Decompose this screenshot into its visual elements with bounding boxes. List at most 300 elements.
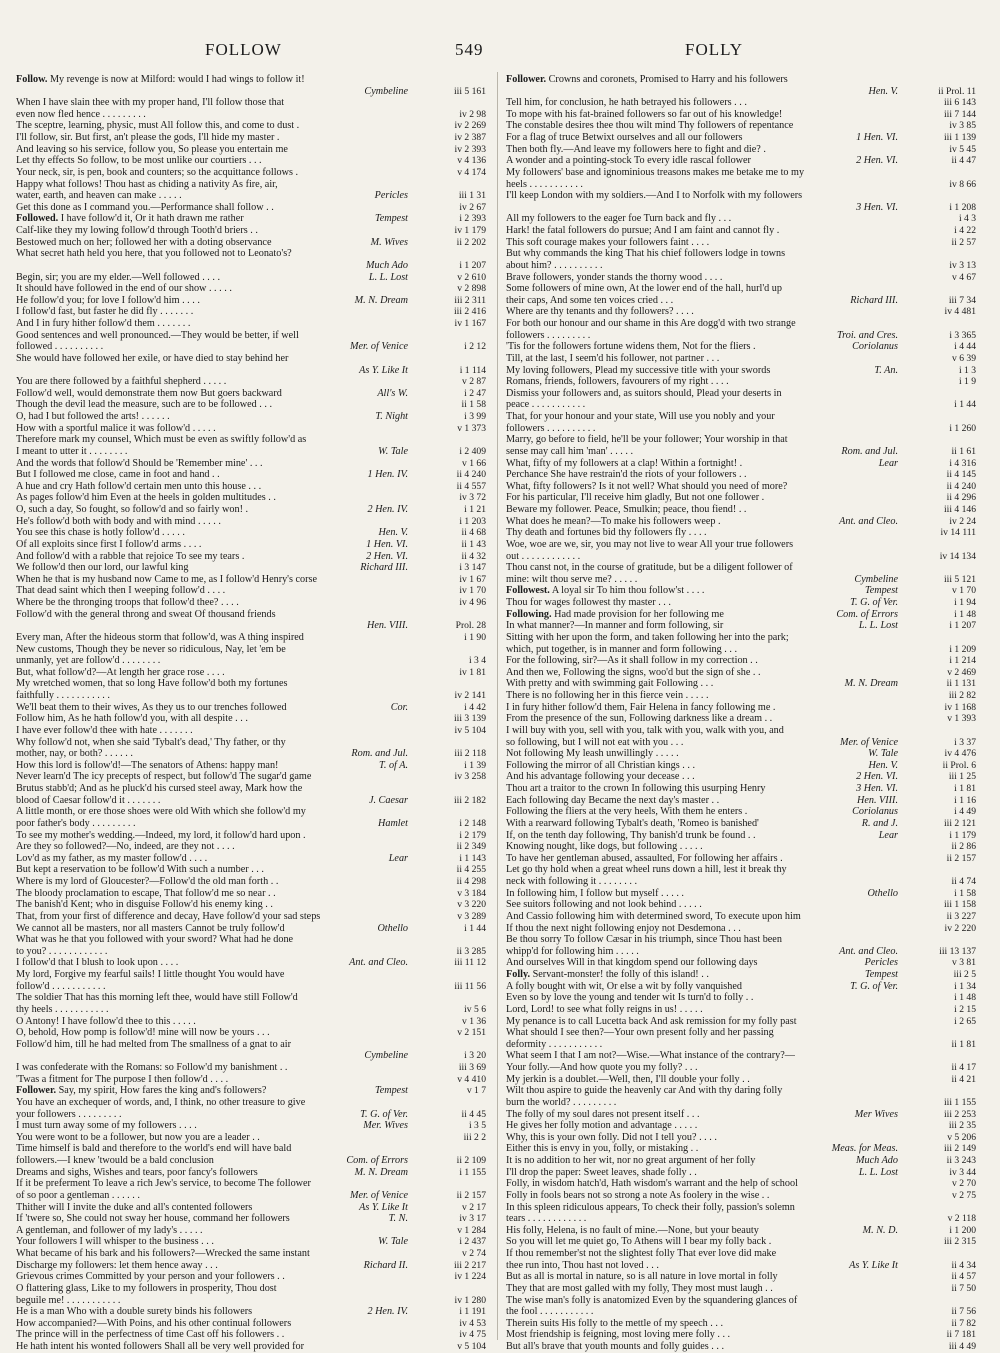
line-reference: ii 2 157	[456, 1189, 486, 1201]
concordance-entry	[16, 97, 486, 109]
line-reference: ii 4 255	[456, 864, 486, 876]
concordance-entry	[16, 934, 486, 946]
entry-text	[16, 725, 193, 736]
play-title: 1 Hen. IV.	[363, 469, 408, 481]
concordance-entry	[16, 492, 486, 504]
quotation: And I in fury hither follow'd them . . . . . . .	[16, 318, 191, 330]
concordance-entry	[506, 376, 976, 388]
entry-text	[506, 1295, 797, 1306]
entry-text	[16, 760, 278, 771]
quotation: Following the mirror of all Christian kings . . .	[506, 759, 696, 771]
concordance-entry	[506, 1109, 976, 1121]
concordance-entry	[506, 1318, 976, 1330]
concordance-entry	[16, 981, 486, 993]
entry-text	[506, 655, 758, 666]
quotation: All my followers to the eager foe Turn back and fly . . .	[506, 213, 732, 225]
entry-text	[16, 1109, 122, 1120]
line-reference: v 1 284	[457, 1224, 486, 1236]
entry-text	[16, 1225, 203, 1236]
quotation: Every man, After the hideous storm that follow'd, was A thing inspired	[16, 631, 304, 643]
quotation: Good sentences and well pronounced.—They would be better, if well	[16, 329, 299, 341]
entry-text	[16, 1295, 120, 1306]
line-reference: i 4 49	[954, 806, 976, 818]
line-reference: i 4 42	[464, 701, 486, 713]
concordance-entry	[16, 725, 486, 737]
entry-text	[506, 876, 637, 887]
entry-text	[506, 737, 683, 748]
concordance-entry	[506, 97, 976, 109]
play-title: 1 Hen. VI.	[852, 132, 898, 144]
entry-text	[506, 562, 793, 573]
concordance-entry	[16, 365, 486, 377]
entry-text	[506, 179, 583, 190]
play-title: Ant. and Cleo.	[345, 957, 408, 969]
line-reference: iv 4 75	[459, 1329, 486, 1341]
line-reference: ii 4 32	[461, 550, 486, 562]
concordance-entry	[506, 1178, 976, 1190]
quotation: Happy what follows! Thou hast as chiding a nativity As fire, air,	[16, 178, 278, 190]
concordance-entry	[16, 516, 486, 528]
concordance-entry	[506, 574, 976, 586]
play-title: Lear	[875, 830, 898, 842]
concordance-entry	[506, 632, 976, 644]
quotation: Thy death and fortunes bid thy followers fly . . . .	[506, 527, 707, 539]
line-reference: iv 3 258	[454, 771, 486, 783]
play-title: M. N. D.	[859, 1225, 898, 1237]
line-reference: ii 7 56	[951, 1306, 976, 1318]
quotation: Say, my spirit, How fares the king and's followers?	[56, 1085, 267, 1097]
quotation: Some followers of mine own, At the lower end of the hall, hurl'd up	[506, 283, 782, 295]
quotation: My loving followers, Plead my successive title with your swords	[506, 364, 771, 376]
concordance-entry	[506, 120, 976, 132]
quotation: For a flag of truce Betwixt ourselves and all our followers	[506, 132, 743, 144]
line-reference: iii 6 143	[944, 97, 976, 109]
concordance-entry	[506, 458, 976, 470]
concordance-entry	[16, 551, 486, 563]
quotation: faithfully . . . . . . . . . . .	[16, 690, 110, 702]
entry-text	[16, 667, 225, 678]
play-title: Richard III.	[846, 295, 898, 307]
concordance-entry	[16, 1248, 486, 1260]
concordance-entry	[506, 144, 976, 156]
quotation: Though the devil lead the measure, such are to be followed . . .	[16, 399, 273, 411]
line-reference: ii 4 17	[951, 1062, 976, 1074]
concordance-entry	[506, 1329, 976, 1341]
entry-text	[16, 609, 276, 620]
quotation: Be thou sorry To follow Cæsar in his triumph, since Thou hast been	[506, 934, 782, 946]
line-reference: ii 1 131	[946, 678, 976, 690]
concordance-entry	[16, 1085, 486, 1097]
concordance-entry	[506, 888, 976, 900]
quotation: From the presence of the sun, Following darkness like a dream . .	[506, 713, 773, 725]
concordance-entry	[506, 690, 976, 702]
quotation: In this spleen ridiculous appears, To check their folly, passion's solemn	[506, 1201, 795, 1213]
entry-text	[506, 1178, 798, 1189]
entry-text	[506, 1271, 778, 1282]
concordance-entry	[16, 388, 486, 400]
line-reference: i 3 147	[459, 562, 486, 574]
play-title: L. L. Lost	[855, 620, 898, 632]
entry-text	[16, 957, 178, 968]
quotation: If it be preferment To leave a rich Jew's service, to become The follower	[16, 1178, 311, 1190]
concordance-entry	[16, 260, 486, 272]
line-reference: i 1 9	[958, 376, 976, 388]
quotation: I follow'd that I blush to look upon . . . .	[16, 957, 179, 969]
quotation: Brave followers, yonder stands the thorny wood . . . .	[506, 271, 723, 283]
play-title: Rom. and Jul.	[837, 446, 898, 458]
entry-text	[506, 481, 787, 492]
line-reference: iv 3 85	[949, 120, 976, 132]
quotation: follow'd . . . . . . . . . . .	[16, 980, 106, 992]
quotation: O Antony! I have follow'd thee to this . . . . .	[16, 1015, 196, 1027]
quotation: Your neck, sir, is pen, book and counters; so the acquittance follows .	[16, 166, 299, 178]
quotation: Where be the thronging troops that follow'd thee? . . . .	[16, 597, 239, 609]
quotation: O, behold, How pomp is follow'd! mine will now be yours . . .	[16, 1027, 270, 1039]
concordance-entry	[16, 1283, 486, 1295]
concordance-entry	[16, 853, 486, 865]
entry-text	[16, 1074, 228, 1085]
play-title: Com. of Errors	[342, 1155, 408, 1167]
quotation: Your folly.—And how quote you my folly? . . .	[506, 1062, 698, 1074]
concordance-entry	[16, 1109, 486, 1121]
line-reference: i 4 3	[958, 213, 976, 225]
quotation: His folly, Helena, is no fault of mine.—None, but your beauty	[506, 1224, 759, 1236]
concordance-entry	[16, 318, 486, 330]
concordance-entry	[506, 365, 976, 377]
quotation: New customs, Though they be never so ridiculous, Nay, let 'em be	[16, 643, 286, 655]
entry-text	[16, 864, 264, 875]
quotation: A loyal sir To him thou follow'st . . . .	[549, 585, 705, 597]
quotation: If 'twere so, She could not sway her house, command her followers	[16, 1213, 290, 1225]
concordance-entry	[16, 213, 486, 225]
entry-text	[16, 237, 271, 248]
play-title: Hen. VIII.	[363, 620, 408, 632]
line-reference: i 3 4	[468, 655, 486, 667]
line-reference: iv 14 134	[939, 550, 976, 562]
concordance-entry	[506, 155, 976, 167]
quotation: your followers . . . . . . . . .	[16, 1108, 122, 1120]
concordance-entry	[16, 1202, 486, 1214]
line-reference: ii 4 68	[461, 527, 486, 539]
concordance-entry	[506, 992, 976, 1004]
quotation: Marry, go before to field, he'll be your follower; Your worship in that	[506, 434, 788, 446]
quotation: You have an exchequer of words, and, I think, no other treasure to give	[16, 1096, 306, 1108]
concordance-entry	[16, 1318, 486, 1330]
entry-text	[506, 260, 603, 271]
entry-text	[16, 655, 160, 666]
quotation: I'll keep London with my soldiers.—And I to Norfolk with my followers	[506, 190, 803, 202]
quotation: deformity . . . . . . . . . . .	[506, 1038, 603, 1050]
entry-text	[16, 737, 286, 748]
concordance-entry	[16, 946, 486, 958]
entry-text	[506, 702, 775, 713]
line-reference: ii 4 296	[946, 492, 976, 504]
entry-text	[16, 969, 284, 980]
concordance-entry	[506, 1260, 976, 1272]
line-reference: iv 2 24	[949, 515, 976, 527]
quotation: their caps, And some ten voices cried . . .	[506, 294, 674, 306]
line-reference: v 2 118	[947, 1213, 976, 1225]
play-title: Lear	[385, 853, 408, 865]
concordance-entry	[506, 1341, 976, 1353]
line-reference: ii 7 82	[951, 1317, 976, 1329]
quotation: What should I see then?—Your own present folly and her passing	[506, 1027, 774, 1039]
entry-text	[506, 853, 783, 864]
entry-text	[16, 179, 278, 190]
concordance-entry	[16, 841, 486, 853]
entry-text	[16, 888, 276, 899]
play-title: Cymbeline	[360, 86, 408, 98]
concordance-entry	[506, 713, 976, 725]
entry-text	[506, 748, 679, 759]
entry-text	[506, 551, 580, 562]
quotation: Folly in fools bears not so strong a note As foolery in the wise . .	[506, 1189, 770, 1201]
line-reference: i 1 207	[459, 259, 486, 271]
play-title: T. G. of Ver.	[846, 597, 898, 609]
concordance-entry	[506, 1050, 976, 1062]
entry-text	[506, 1132, 717, 1143]
quotation: They that are most galled with my folly, They most must laugh . .	[506, 1282, 773, 1294]
entry-text	[506, 620, 723, 631]
entry-text	[506, 690, 709, 701]
concordance-entry	[506, 1085, 976, 1097]
concordance-entry	[506, 562, 976, 574]
concordance-entry	[506, 678, 976, 690]
play-title: Othello	[373, 923, 408, 935]
play-title: Mer. of Venice	[836, 737, 898, 749]
concordance-entry	[506, 1306, 976, 1318]
quotation: Therein suits His folly to the mettle of my speech . . .	[506, 1317, 724, 1329]
concordance-entry	[16, 783, 486, 795]
line-reference: ii 2 349	[456, 841, 486, 853]
concordance-entry	[16, 737, 486, 749]
entry-text	[16, 783, 302, 794]
entry-text	[506, 1074, 750, 1085]
entry-text	[16, 225, 258, 236]
play-title: T. of A.	[375, 760, 408, 772]
concordance-entry	[16, 504, 486, 516]
entry-text	[506, 644, 737, 655]
entry-text	[16, 341, 103, 352]
concordance-entry	[16, 341, 486, 353]
line-reference: iii 4 49	[948, 1341, 976, 1353]
quotation: A hue and cry Hath follow'd certain men unto this house . . .	[16, 480, 262, 492]
quotation: What became of his bark and his followers?—Wrecked the same instant	[16, 1248, 310, 1260]
quotation: When he that is my husband now Came to me, as I follow'd Henry's corse	[16, 573, 318, 585]
play-title: T. G. of Ver.	[846, 981, 898, 993]
line-reference: iv 4 481	[944, 306, 976, 318]
entry-text	[16, 353, 288, 364]
concordance-entry	[16, 330, 486, 342]
line-reference: v 4 136	[457, 155, 486, 167]
page-number: 549	[455, 40, 484, 59]
concordance-entry	[16, 1341, 486, 1353]
quotation: But, what follow'd?—At length her grace rose . . . .	[16, 666, 225, 678]
play-title: Coriolanus	[848, 806, 898, 818]
headword: Folly.	[506, 969, 531, 981]
entry-text	[506, 109, 782, 120]
quotation: I follow'd fast, but faster he did fly . . . . . . .	[16, 306, 194, 318]
line-reference: iii 2 182	[454, 794, 486, 806]
line-reference: i 1 58	[954, 887, 976, 899]
quotation: He follow'd you; for love I follow'd him . . . .	[16, 294, 200, 306]
entry-text	[16, 492, 276, 503]
concordance-entry	[506, 830, 976, 842]
quotation: out . . . . . . . . . . . .	[506, 550, 581, 562]
play-title: 2 Hen. VI.	[362, 551, 408, 563]
entry-text	[506, 167, 804, 178]
quotation: As pages follow'd him Even at the heels in golden multitudes . .	[16, 492, 276, 504]
line-reference: ii 1 61	[951, 445, 976, 457]
quotation: What, fifty of my followers at a clap! Within a fortnight! .	[506, 457, 743, 469]
entry-text	[506, 504, 746, 515]
entry-text	[506, 97, 747, 108]
concordance-entry	[16, 155, 486, 167]
quotation: Wilt thou aspire to guide the heavenly car And with thy daring folly	[506, 1085, 783, 1097]
quotation: Till, at the last, I seem'd his follower, not partner . . .	[506, 352, 720, 364]
quotation: And ourselves Will in that kingdom spend our following days	[506, 957, 758, 969]
line-reference: v 2 151	[457, 1027, 486, 1039]
entry-text	[16, 876, 278, 887]
concordance-entry	[16, 1039, 486, 1051]
line-reference: ii Prol. 11	[938, 85, 976, 97]
concordance-entry	[16, 1155, 486, 1167]
quotation: Why follow'd not, when she said 'Tybalt's dead,' Thy father, or thy	[16, 736, 286, 748]
quotation: A gentleman, and follower of my lady's . . . . .	[16, 1224, 203, 1236]
entry-text	[506, 841, 703, 852]
line-reference: i 3 365	[949, 329, 976, 341]
play-title: Mer. Wives	[359, 1120, 408, 1132]
line-reference: iii 3 69	[458, 1062, 486, 1074]
entry-text	[16, 678, 287, 689]
play-title: M. N. Dream	[351, 295, 408, 307]
entry-text	[16, 516, 221, 527]
quotation: Woe, woe are we, sir, you may not live to wear All your true followers	[506, 538, 794, 550]
entry-text	[16, 504, 248, 515]
quotation: You see this chase is hotly follow'd . . . . .	[16, 527, 185, 539]
entry-text	[506, 981, 742, 992]
entry-text	[16, 911, 320, 922]
quotation: O, such a day, So fought, so follow'd and so fairly won! .	[16, 504, 249, 516]
concordance-entry	[506, 795, 976, 807]
quotation: And follow'd with a rabble that rejoice To see my tears .	[16, 550, 245, 562]
line-reference: i 1 179	[949, 829, 976, 841]
concordance-entry	[506, 667, 976, 679]
entry-text	[506, 411, 775, 422]
quotation: mine: wilt thou serve me? . . . . .	[506, 573, 638, 585]
concordance-entry	[506, 923, 976, 935]
line-reference: v 3 289	[457, 910, 486, 922]
entry-text	[506, 864, 787, 875]
quotation: sense may call him 'man' . . . . .	[506, 445, 634, 457]
quotation: O flattering glass, Like to my followers in prosperity, Thou dost	[16, 1282, 277, 1294]
line-reference: iii 1 25	[948, 771, 976, 783]
entry-text	[506, 1143, 698, 1154]
concordance-entry	[16, 667, 486, 679]
concordance-entry	[506, 539, 976, 551]
entry-text	[506, 1085, 782, 1096]
concordance-entry	[16, 446, 486, 458]
headword: Follow.	[16, 74, 48, 85]
quotation: Where are thy tenants and thy followers? . . . .	[506, 306, 694, 318]
play-title: Ant. and Cleo.	[835, 516, 898, 528]
entry-text	[506, 806, 747, 817]
play-title: 2 Hen. IV.	[363, 1306, 408, 1318]
entry-text	[506, 353, 719, 364]
quotation: If, on the tenth day following, Thy banish'd trunk be found . .	[506, 829, 756, 841]
entry-text	[506, 946, 639, 957]
entry-text	[506, 783, 765, 794]
quotation: to you? . . . . . . . . . . . .	[16, 945, 108, 957]
concordance-entry	[16, 923, 486, 935]
entry-text	[506, 818, 759, 829]
entry-text	[506, 911, 801, 922]
line-reference: iii 1 158	[944, 899, 976, 911]
concordance-entry	[506, 702, 976, 714]
entry-text	[506, 434, 788, 445]
entry-text	[506, 74, 788, 85]
line-reference: iii 11 56	[454, 980, 486, 992]
concordance-entry	[506, 737, 976, 749]
quotation: Perchance She have restrain'd the riots of your followers . .	[506, 469, 747, 481]
line-reference: iii 7 144	[944, 108, 976, 120]
entry-text	[506, 899, 702, 910]
quotation: Dreams and sighs, Wishes and tears, poor fancy's followers	[16, 1166, 258, 1178]
concordance-entry	[506, 818, 976, 830]
line-reference: ii 7 50	[951, 1282, 976, 1294]
entry-text	[16, 1120, 197, 1131]
concordance-entry	[16, 1213, 486, 1225]
entry-text	[16, 248, 292, 259]
entry-text	[506, 376, 729, 387]
headword: Followest.	[506, 585, 550, 597]
right-column	[506, 74, 976, 1353]
play-title: W. Tale	[374, 446, 408, 458]
quotation: Dismiss your followers and, as suitors should, Plead your deserts in	[506, 387, 782, 399]
play-title: Coriolanus	[848, 341, 898, 353]
quotation: Grievous crimes Committed by your person and your followers . .	[16, 1271, 285, 1283]
line-reference: iv 3 72	[459, 492, 486, 504]
quotation: Are they so followed?—No, indeed, are they not . . . .	[16, 841, 235, 853]
line-reference: i 1 191	[459, 1306, 486, 1318]
concordance-entry	[506, 783, 976, 795]
entry-text	[16, 1260, 218, 1271]
line-reference: i 3 20	[464, 1050, 486, 1062]
quotation: How accompanied?—With Poins, and his other continual followers	[16, 1317, 292, 1329]
entry-text	[16, 423, 216, 434]
line-reference: iv 5 45	[949, 143, 976, 155]
play-title: Richard II.	[360, 1260, 408, 1272]
concordance-entry	[506, 248, 976, 260]
concordance-entry	[506, 330, 976, 342]
entry-text	[506, 132, 743, 143]
quotation: A little month, or ere those shoes were old With which she follow'd my	[16, 806, 306, 818]
concordance-entry	[16, 562, 486, 574]
quotation: What was he that you followed with your sword? What had he done	[16, 934, 294, 946]
entry-text	[506, 248, 785, 259]
concordance-entry	[16, 702, 486, 714]
concordance-entry	[506, 1295, 976, 1307]
quotation: poor father's body . . . . . . . . .	[16, 817, 136, 829]
line-reference: ii 1 43	[461, 538, 486, 550]
line-reference: iv 2 393	[454, 143, 486, 155]
entry-text	[16, 1132, 260, 1143]
play-title: Tempest	[861, 585, 898, 597]
concordance-entry	[506, 318, 976, 330]
entry-text	[506, 830, 756, 841]
entry-text	[506, 388, 782, 399]
line-reference: i 1 44	[464, 922, 486, 934]
